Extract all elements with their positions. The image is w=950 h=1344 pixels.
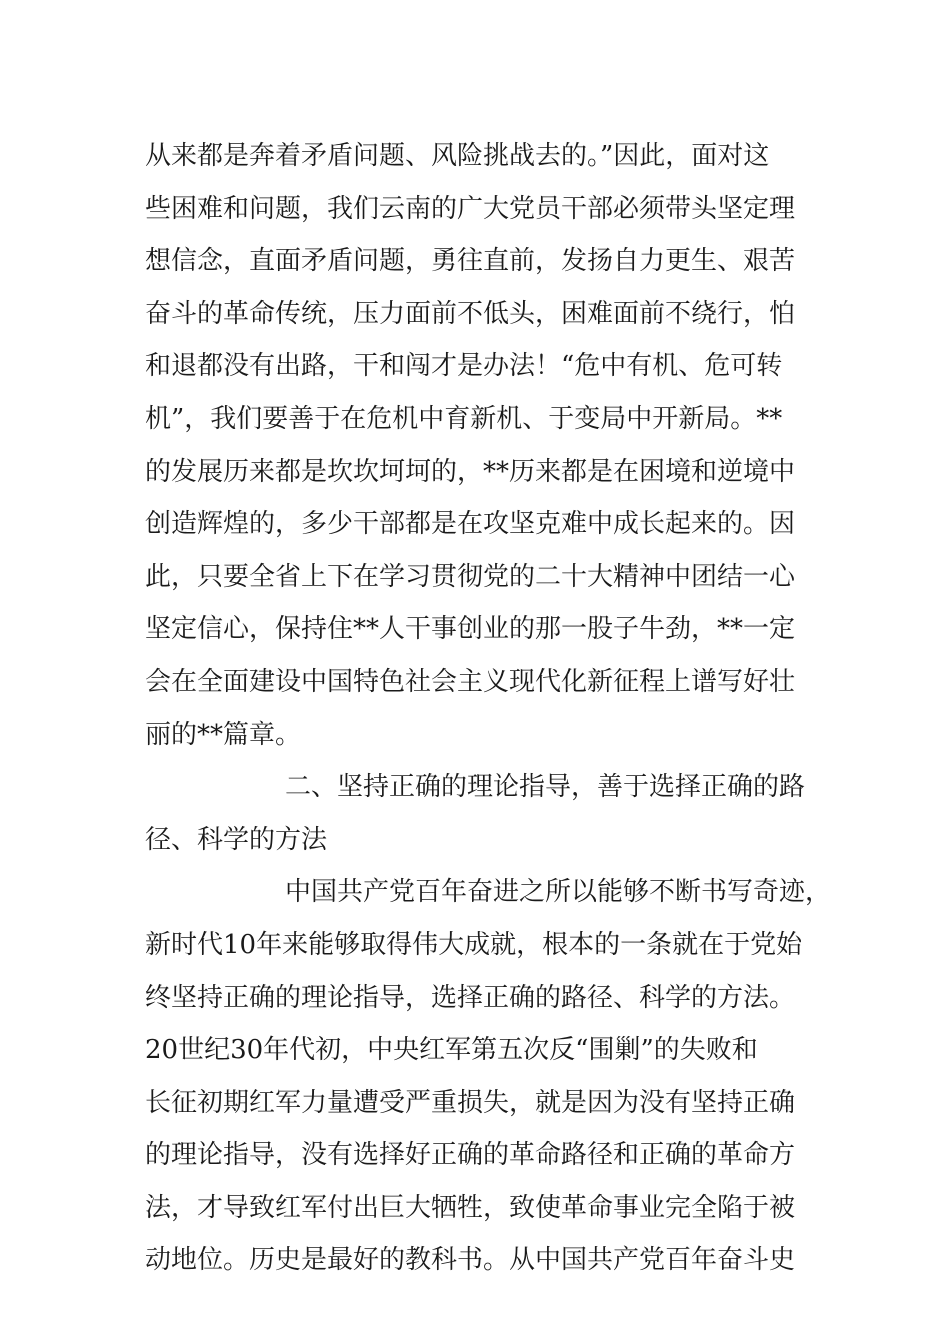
- text-line: 终坚持正确的理论指导，选择正确的路径、科学的方法。: [145, 982, 796, 1013]
- text-line: 奋斗的革命传统，压力面前不低头，困难面前不绕行，怕: [145, 298, 796, 329]
- section-heading-continued: 径、科学的方法: [145, 824, 328, 855]
- text-line: 动地位。历史是最好的教科书。从中国共产党百年奋斗史: [145, 1245, 796, 1276]
- text-line: 些困难和问题，我们云南的广大党员干部必须带头坚定理: [145, 193, 796, 224]
- text-line: 的发展历来都是坎坎坷坷的，**历来都是在困境和逆境中: [145, 456, 796, 487]
- text-line: 机”，我们要善于在危机中育新机、于变局中开新局。**: [145, 403, 783, 434]
- text-line: 和退都没有出路，干和闯才是办法！“危中有机、危可转: [145, 351, 783, 382]
- text-line: 的理论指导，没有选择好正确的革命路径和正确的革命方: [145, 1140, 796, 1171]
- text-line: 创造辉煌的，多少干部都是在攻坚克难中成长起来的。因: [145, 509, 796, 540]
- text-line: 会在全面建设中国特色社会主义现代化新征程上谱写好壮: [145, 666, 796, 697]
- text-line: 想信念，直面矛盾问题，勇往直前，发扬自力更生、艰苦: [145, 246, 796, 277]
- text-line: 长征初期红军力量遭受严重损失，就是因为没有坚持正确: [145, 1087, 796, 1118]
- text-line: 此，只要全省上下在学习贯彻党的二十大精神中团结一心: [145, 561, 796, 592]
- text-line: 法，才导致红军付出巨大牺牲，致使革命事业完全陷于被: [145, 1192, 796, 1223]
- text-line: 新时代10年来能够取得伟大成就，根本的一条就在于党始: [145, 929, 803, 960]
- section-heading: 二、坚持正确的理论指导，善于选择正确的路: [285, 772, 806, 803]
- text-line: 从来都是奔着矛盾问题、风险挑战去的。”因此，面对这: [145, 141, 770, 171]
- paragraph-start: 中国共产党百年奋进之所以能够不断书写奇迹，: [285, 877, 832, 908]
- document-body: [145, 130, 845, 1287]
- text-line: 坚定信心，保持住**人干事创业的那一股子牛劲，**一定: [145, 614, 796, 645]
- text-line: 20世纪30年代初，中央红军第五次反“围剿”的失败和: [145, 1035, 758, 1066]
- text-line: 丽的**篇章。: [145, 719, 302, 750]
